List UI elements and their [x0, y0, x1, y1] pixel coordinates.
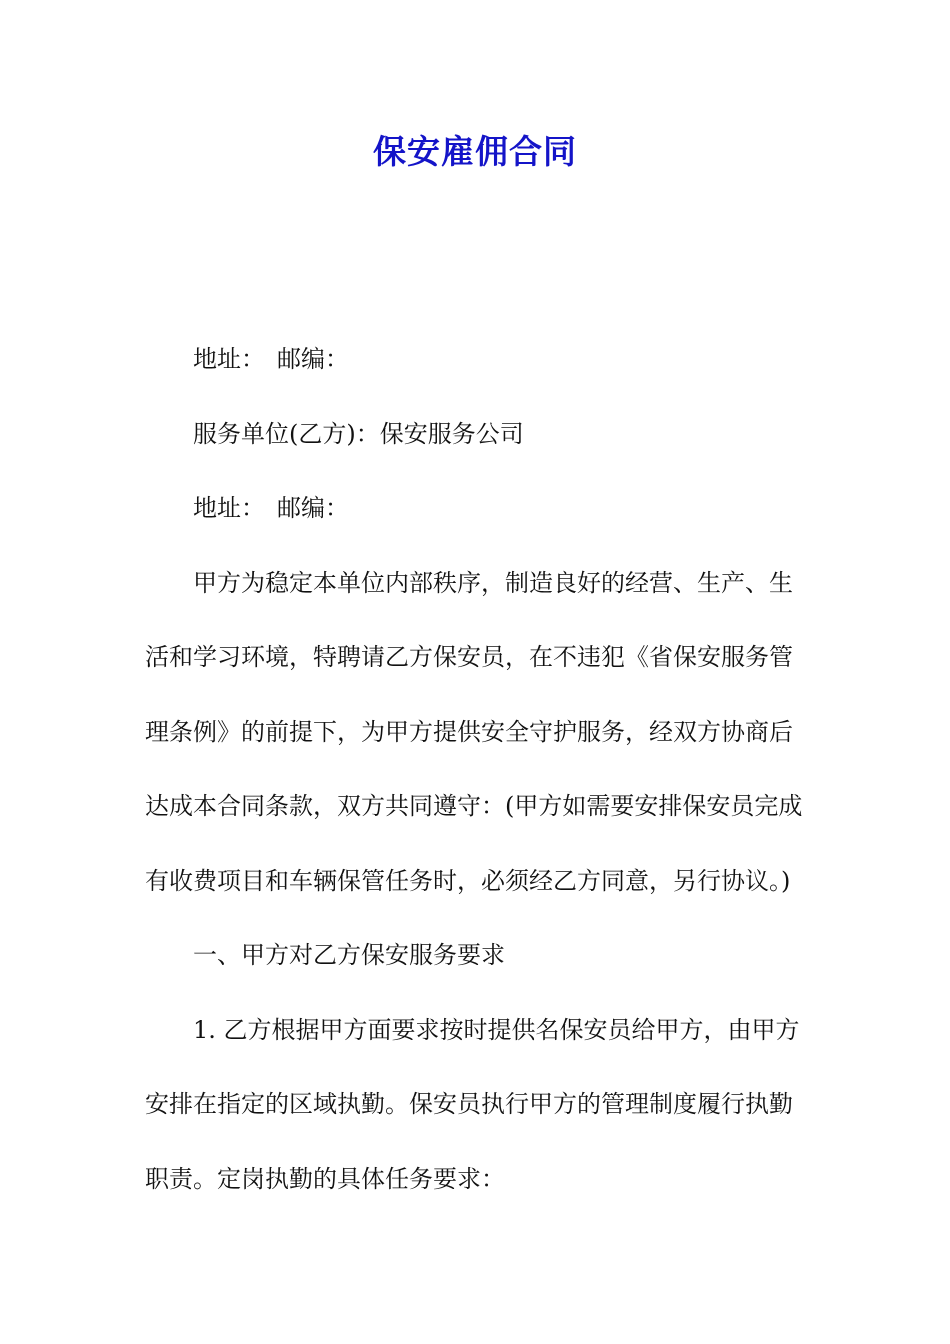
- document-body: [145, 322, 807, 1216]
- text-line-address-a: 地址： 邮编：: [193, 345, 349, 373]
- text-line-service-unit: 服务单位(乙方)：保安服务公司: [193, 419, 524, 448]
- document-title: 保安雇佣合同: [373, 132, 577, 171]
- text-line-paragraph-1-line-2: 活和学习环境，特聘请乙方保安员，在不违犯《省保安服务管: [145, 643, 793, 671]
- text-line-item-1-line-3: 职责。定岗执勤的具体任务要求：: [145, 1164, 505, 1193]
- text-line-paragraph-1-line-3: 理条例》的前提下，为甲方提供安全守护服务，经双方协商后: [145, 717, 793, 746]
- section-heading-1: 一、甲方对乙方保安服务要求: [193, 941, 505, 969]
- text-line-item-1-line-1: 1. 乙方根据甲方面要求按时提供名保安员给甲方，由甲方: [193, 1015, 800, 1044]
- text-line-item-1-line-2: 安排在指定的区域执勤。保安员执行甲方的管理制度履行执勤: [145, 1090, 793, 1118]
- text-line-address-b: 地址： 邮编：: [193, 494, 349, 522]
- text-line-paragraph-1-line-5: 有收费项目和车辆保管任务时，必须经乙方同意，另行协议。): [145, 866, 791, 895]
- text-line-paragraph-1-line-1: 甲方为稳定本单位内部秩序，制造良好的经营、生产、生: [193, 568, 793, 597]
- text-line-paragraph-1-line-4: 达成本合同条款，双方共同遵守：(甲方如需要安排保安员完成: [145, 792, 803, 820]
